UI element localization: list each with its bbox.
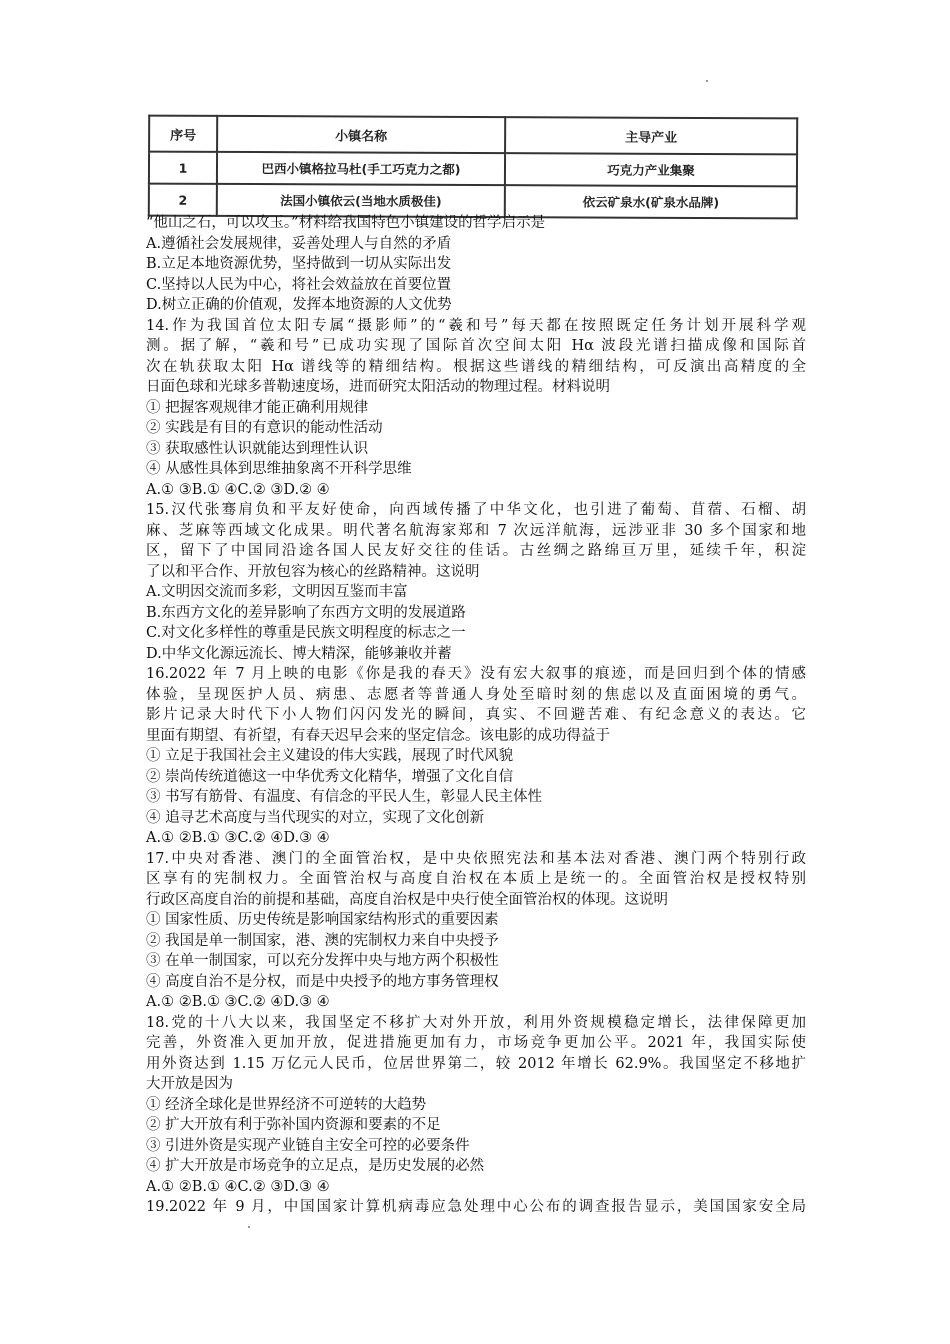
q13-option: A.遵循社会发展规律，妥善处理人与自然的矛盾	[146, 235, 452, 252]
q18-statement: ① 经济全球化是世界经济不可逆转的大趋势	[146, 1096, 427, 1113]
q14-stem-line: 测。据了解，“羲和号”已成功实现了国际首次空间太阳 Hα 波段光谱扫描成像和国际首	[146, 338, 806, 354]
q18-statement: ④ 扩大开放是市场竞争的立足点，是历史发展的必然	[146, 1158, 485, 1174]
table-cell: 1	[149, 152, 217, 184]
q16-stem-line: 影片记录大时代下小人物们闪闪发光的瞬间，真实、不回避苦难、有纪念意义的表达。它	[146, 707, 806, 723]
q18-stem-line: 用外资达到 1.15 万亿元人民币，位居世界第二，较 2012 年增长 62.9%。我国坚定不移地扩	[146, 1055, 806, 1072]
table-header-cell: 序号	[149, 116, 217, 152]
table-cell: 巴西小镇格拉马杜(手工巧克力之都)	[217, 152, 505, 185]
q15-stem-line: 区，留下了中国同沿途各国人民友好交往的佳话。古丝绸之路绵亘万里，延续千年，积淀	[146, 543, 806, 559]
q16-statement: ② 崇尚传统道德这一中华优秀文化精华，增强了文化自信	[146, 768, 514, 785]
q14-stem-line: 日面色球和光球多普勒速度场，进而研究太阳活动的物理过程。材料说明	[146, 379, 610, 395]
q17-statement: ④ 高度自治不是分权，而是中央授予的地方事务管理权	[146, 973, 499, 990]
q16-statement: ① 立足于我国社会主义建设的伟大实践，展现了时代风貌	[146, 748, 514, 764]
q17-stem-line: 行政区高度自治的前提和基础，高度自治权是中央行使全面管治权的体现。这说明	[146, 891, 668, 908]
q13-stem: “他山之石，可以攻玉。”材料给我国特色小镇建设的哲学启示是	[146, 215, 546, 231]
q17-statement: ① 国家性质、历史传统是影响国家结构形式的重要因素	[146, 912, 499, 928]
q17-statement: ② 我国是单一制国家，港、澳的宪制权力来自中央授予	[146, 932, 499, 949]
q14-stem-line: 次在轨获取太阳 Hα 谱线等的精细结构。根据这些谱线的精细结构，可反演出高精度的全	[146, 358, 806, 375]
q16-statement: ④ 追寻艺术高度与当代现实的对立，实现了文化创新	[146, 809, 485, 826]
table-header-row	[149, 116, 797, 155]
q18-choices: A.① ②B.① ④C.② ③D.③ ④	[146, 1178, 330, 1195]
q16-choices: A.① ②B.① ③C.② ④D.③ ④	[146, 830, 330, 846]
q18-stem-line: 完善，外资准入更加开放，促进措施更加有力，市场竞争更加公平。2021 年，我国实际使	[146, 1035, 806, 1051]
table-row	[149, 152, 797, 187]
q16-stem-line: 16.2022 年 7 月上映的电影《你是我的春天》没有宏大叙事的痕迹，而是回归到个体的情感	[146, 666, 806, 682]
q17-stem-line: 区享有的宪制权力。全面管治权与高度自治权在本质上是统一的。全面管治权是授权特别	[146, 871, 806, 887]
table-cell: 依云矿泉水(矿泉水品牌)	[505, 185, 797, 218]
q15-option: A.文明因交流而多彩，文明因互鉴而丰富	[146, 584, 408, 600]
q17-stem-line: 17.中央对香港、澳门的全面管治权，是中央依照宪法和基本法对香港、澳门两个特别行政	[146, 850, 806, 867]
q16-stem-line: 里面有期望、有祈望，有春天迟早会来的坚定信念。该电影的成功得益于	[146, 727, 610, 744]
question-text	[146, 213, 806, 1218]
q15-stem-line: 了以和平合作、开放包容为核心的丝路精神。这说明	[146, 563, 480, 580]
q19-stem-line: 19.2022 年 9 月，中国国家计算机病毒应急处理中心公布的调查报告显示，美国国家安全局	[146, 1199, 806, 1215]
q14-statement: ③ 获取感性认识就能达到理性认识	[146, 440, 369, 457]
scan-speck	[706, 80, 708, 82]
table-cell: 2	[149, 184, 217, 216]
table-cell: 巧克力产业集聚	[505, 153, 797, 186]
scan-speck	[248, 1226, 250, 1228]
q14-statement: ④ 从感性具体到思维抽象离不开科学思维	[146, 461, 412, 477]
q15-stem-line: 麻、芝麻等西域文化成果。明代著名航海家郑和 7 次远洋航海，远涉亚非 30 多个国家和地	[146, 522, 806, 539]
q17-choices: A.① ②B.① ③C.② ④D.③ ④	[146, 994, 330, 1010]
q15-option: C.对文化多样性的尊重是民族文明程度的标志之一	[146, 625, 466, 641]
table-header-cell: 小镇名称	[217, 116, 505, 153]
q18-statement: ② 扩大开放有利于弥补国内资源和要素的不足	[146, 1117, 441, 1133]
q16-stem-line: 体验，呈现医护人员、病患、志愿者等普通人身处至暗时刻的焦虑以及直面困境的勇气。	[146, 686, 806, 703]
q15-option: D.中华文化源远流长、博大精深，能够兼收并蓄	[146, 645, 452, 662]
q17-statement: ③ 在单一制国家，可以充分发挥中央与地方两个积极性	[146, 953, 499, 969]
q15-stem-line: 15.汉代张骞肩负和平友好使命，向西域传播了中华文化，也引进了葡萄、苜蓿、石榴、胡	[146, 502, 806, 518]
q13-option: B.立足本地资源优势，坚持做到一切从实际出发	[146, 256, 452, 272]
q13-option: D.树立正确的价值观，发挥本地资源的人文优势	[146, 297, 452, 313]
q15-option: B.东西方文化的差异影响了东西方文明的发展道路	[146, 604, 466, 621]
q14-stem-line: 14.作为我国首位太阳专属“摄影师”的“羲和号”每天都在按照既定任务计划开展科学观	[146, 317, 806, 334]
table-cell: 法国小镇依云(当地水质极佳)	[217, 184, 505, 217]
table-header-cell: 主导产业	[505, 117, 797, 154]
q14-statement: ① 把握客观规律才能正确利用规律	[146, 399, 369, 416]
q14-choices: A.① ③B.① ④C.② ③D.② ④	[146, 481, 330, 498]
q16-statement: ③ 书写有筋骨、有温度、有信念的平民人生，彰显人民主体性	[146, 789, 543, 805]
q18-statement: ③ 引进外资是实现产业链自主安全可控的必要条件	[146, 1137, 470, 1154]
town-industry-table	[148, 115, 798, 220]
q18-stem-line: 18.党的十八大以来，我国坚定不移扩大对外开放，利用外资规模稳定增长，法律保障更加	[146, 1014, 806, 1031]
q14-statement: ② 实践是有目的有意识的能动性活动	[146, 420, 383, 436]
q18-stem-line: 大开放是因为	[146, 1076, 233, 1092]
q13-option: C.坚持以人民为中心，将社会效益放在首要位置	[146, 276, 452, 293]
